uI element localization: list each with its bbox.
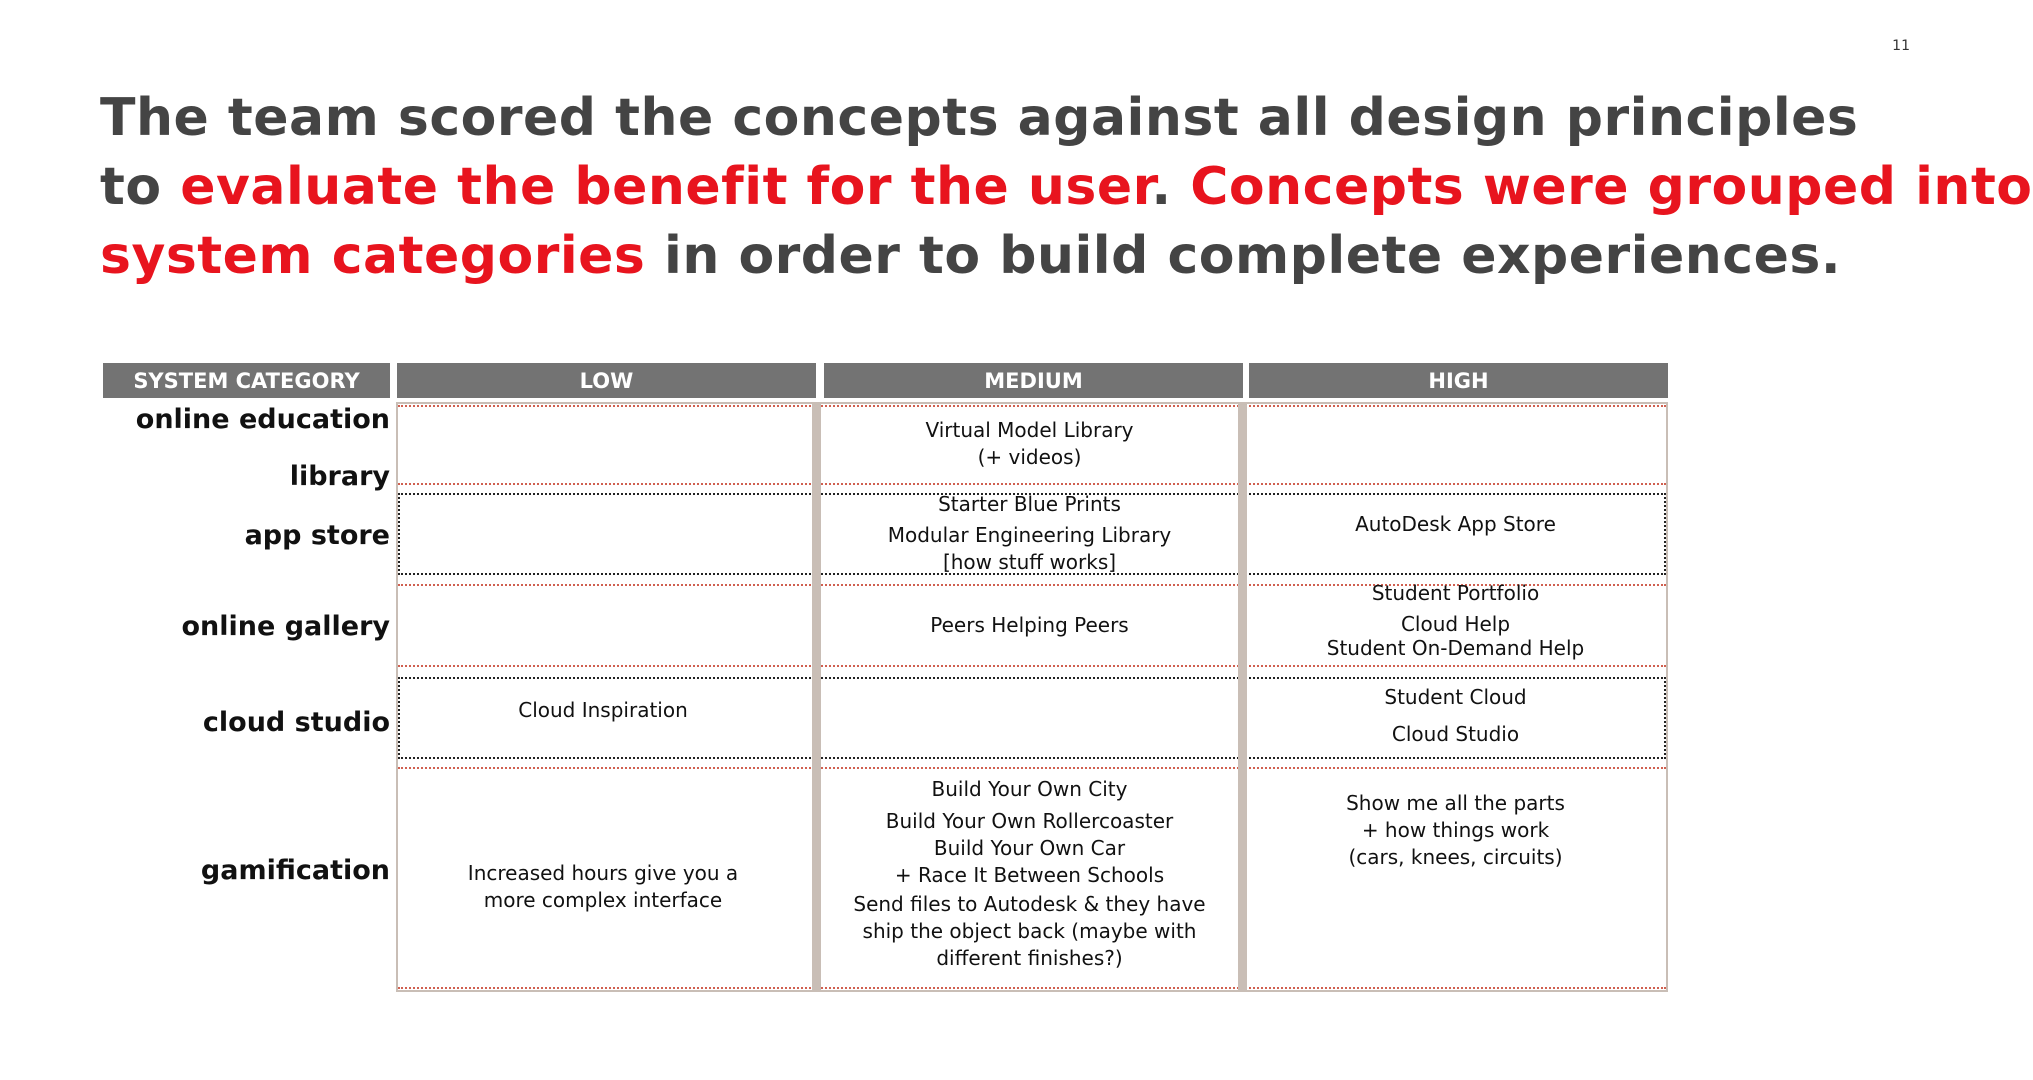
- slide-headline: [100, 84, 2033, 291]
- headline-highlight: evaluate the benefit for the user: [180, 157, 1152, 217]
- row-label-online-gallery: online gallery: [181, 611, 390, 642]
- cell-text: Show me all the parts: [1346, 791, 1565, 815]
- cell-text: Modular Engineering Library: [887, 523, 1172, 547]
- cell-text: Student On-Demand Help: [1326, 636, 1585, 660]
- row-label-app-store: app store: [244, 520, 390, 551]
- cell-text: Build Your Own Rollercoaster: [885, 809, 1174, 833]
- headline-line-1: The team scored the concepts against all design principles: [100, 88, 1859, 148]
- cell-text: Build Your Own Car: [933, 836, 1126, 860]
- cell-text: more complex interface: [483, 888, 723, 912]
- cell-gamification-low: [398, 860, 808, 914]
- cell-gamification-high: [1248, 790, 1663, 871]
- row-label-cloud-studio: cloud studio: [202, 707, 390, 738]
- cell-text: (+ videos): [977, 445, 1082, 469]
- headline-highlight: system categories: [100, 226, 646, 286]
- cell-text: Peers Helping Peers: [930, 613, 1129, 637]
- column-divider: [812, 402, 821, 992]
- cell-text: + Race It Between Schools: [894, 863, 1165, 887]
- cell-app-store-high: [1248, 511, 1663, 538]
- header-medium: MEDIUM: [824, 363, 1243, 398]
- cell-text: Send files to Autodesk & they have: [853, 892, 1206, 916]
- cell-text: Increased hours give you a: [467, 861, 739, 885]
- cell-text: AutoDesk App Store: [1355, 512, 1556, 536]
- cell-gallery-medium: [822, 612, 1237, 639]
- header-high: HIGH: [1249, 363, 1668, 398]
- row-label-online-education: online education: [135, 404, 390, 435]
- page-number: 11: [1892, 38, 1910, 54]
- cell-text: Student Cloud: [1384, 685, 1527, 709]
- cell-text: (cars, knees, circuits): [1348, 845, 1563, 869]
- cell-text: Build Your Own City: [931, 777, 1128, 801]
- cell-gallery-high: [1248, 581, 1663, 660]
- header-low: LOW: [397, 363, 816, 398]
- cell-cloud-high: [1248, 684, 1663, 748]
- row-label-library: library: [289, 461, 390, 492]
- cell-text: different finishes?): [936, 946, 1123, 970]
- header-system-category: SYSTEM CATEGORY: [103, 363, 390, 398]
- headline-line-2: [100, 153, 2033, 222]
- cell-text: Cloud Help: [1400, 612, 1511, 636]
- cell-education-medium: [822, 417, 1237, 471]
- row-label-gamification: gamification: [200, 855, 390, 886]
- headline-highlight: Concepts were grouped into: [1190, 157, 2033, 217]
- headline-text: in order to build complete experiences.: [645, 226, 1842, 286]
- cell-text: Cloud Studio: [1391, 722, 1520, 746]
- cell-gamification-medium: [822, 776, 1237, 972]
- column-divider: [1238, 402, 1247, 992]
- headline-text: .: [1151, 157, 1191, 217]
- headline-line-3: [100, 222, 1900, 291]
- cell-text: Cloud Inspiration: [518, 698, 688, 722]
- cell-text: + how things work: [1361, 818, 1550, 842]
- cell-text: Virtual Model Library: [925, 418, 1134, 442]
- cell-text: Student Portfolio: [1371, 581, 1540, 605]
- cell-text: Starter Blue Prints: [938, 492, 1121, 516]
- cell-text: [how stuff works]: [942, 550, 1117, 574]
- cell-app-store-medium: [822, 491, 1237, 576]
- headline-text: to: [100, 157, 181, 217]
- cell-cloud-low: [398, 697, 808, 724]
- cell-text: ship the object back (maybe with: [862, 919, 1197, 943]
